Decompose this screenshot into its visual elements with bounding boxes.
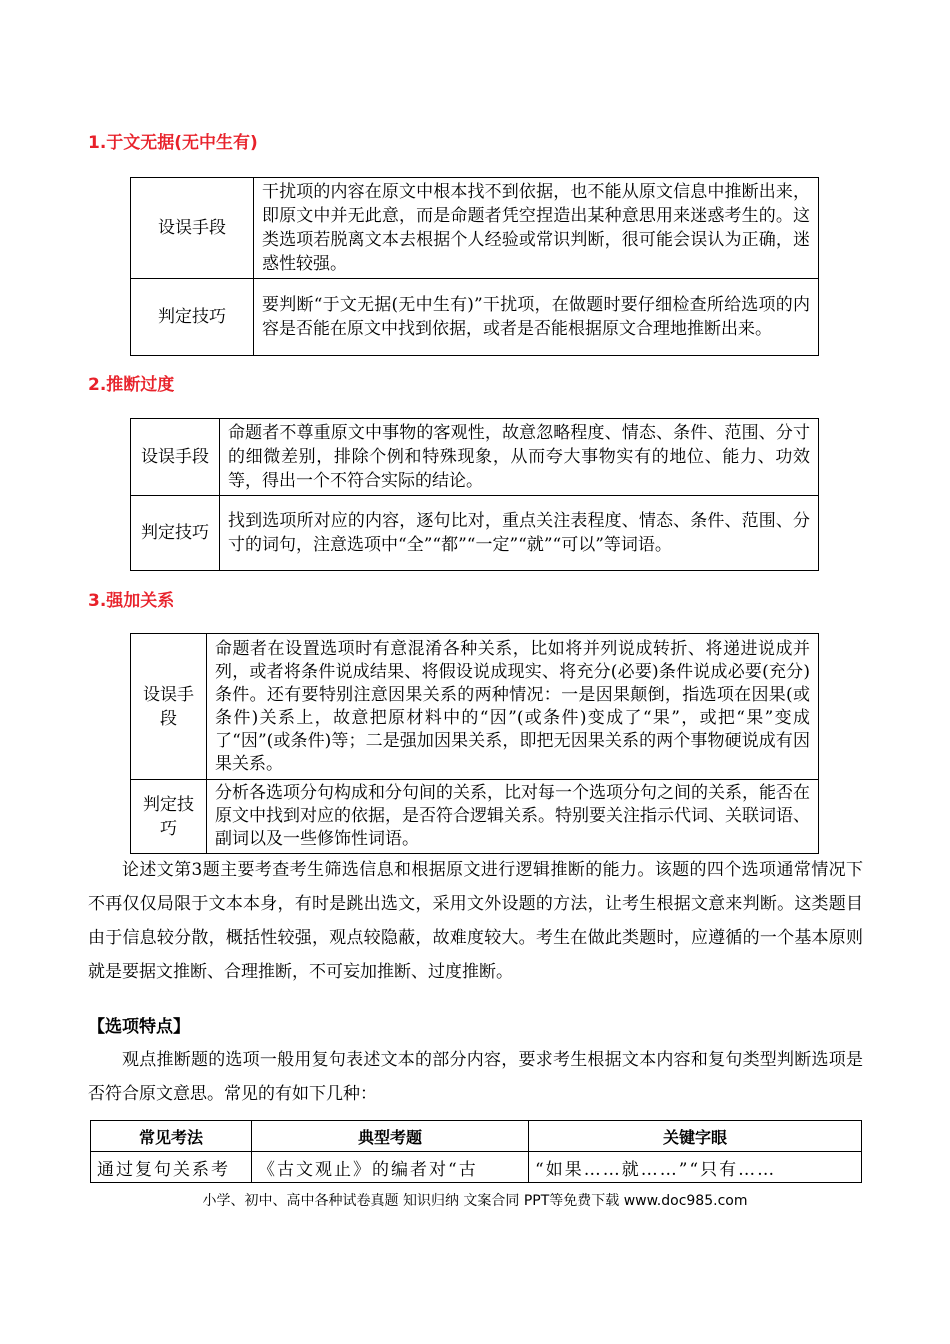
section-table-1 [130,177,819,356]
exam-methods-table [90,1120,862,1183]
table-header-row [91,1121,862,1152]
section-heading-1: 1.于文无据(无中生有) [88,133,258,153]
section-table-3 [130,633,819,854]
section-heading-3: 3.强加关系 [88,591,175,611]
row-content: 命题者不尊重原文中事物的客观性，故意忽略程度、情态、条件、范围、分寸的细微差别，排除个例和特殊现象，从而夸大事物实有的地位、能力、功效等，得出一个不符合实际的结论。 [220,419,819,496]
table-row [131,496,819,571]
column-header: 典型考题 [252,1121,529,1152]
row-content: 要判断“于文无据(无中生有)”干扰项，在做题时要仔细检查所给选项的内容是否能在原文中找到依据，或者是否能根据原文合理地推断出来。 [254,279,819,356]
section-table-2 [130,418,819,571]
table-cell: 《古文观止》的编者对“古 [252,1152,529,1183]
table-row [131,279,819,356]
table-row [131,178,819,279]
row-content: 命题者在设置选项时有意混淆各种关系，比如将并列说成转折、将递进说成并列，或者将条件说成结果、将假设说成现实、将充分(必要)条件说成必要(充分)条件。还有要特别注意因果关系的两种情况：一是因果颠倒，指选项在因果(或条件)关系上，故意把原材料中的“因”(或条件)变成了“果”，或把“果”变成了“因”(或条件)等；二是强加因果关系，即把无因果关系的两个事物硬说成有因果关系。 [207,634,819,780]
row-label: 设误手段 [131,419,220,496]
body-paragraph-2: 观点推断题的选项一般用复句表述文本的部分内容，要求考生根据文本内容和复句类型判断选项是否符合原文意思。常见的有如下几种： [88,1050,863,1104]
table-row [131,634,819,780]
section-label-option-features: 【选项特点】 [88,1017,190,1037]
row-label: 判定技巧 [131,279,254,356]
table-row [131,780,819,854]
row-label: 判定技巧 [131,496,220,571]
row-label: 判定技巧 [131,780,207,854]
table-row [131,419,819,496]
row-content: 找到选项所对应的内容，逐句比对，重点关注表程度、情态、条件、范围、分寸的词句，注意选项中“全”“都”“一定”“就”“可以”等词语。 [220,496,819,571]
table-row [91,1152,862,1183]
section-heading-2: 2.推断过度 [88,375,175,395]
row-label: 设误手段 [131,178,254,279]
body-paragraph-1: 论述文第3题主要考查考生筛选信息和根据原文进行逻辑推断的能力。该题的四个选项通常情况下不再仅仅局限于文本本身，有时是跳出选文，采用文外设题的方法，让考生根据文意来判断。这类题目由于信息较分散，概括性较强，观点较隐蔽，故难度较大。考生在做此类题时，应遵循的一个基本原则就是要据文推断、合理推断，不可妄加推断、过度推断。 [88,860,863,982]
column-header: 常见考法 [91,1121,252,1152]
table-cell: 通过复句关系考 [91,1152,252,1183]
row-label: 设误手段 [131,634,207,780]
page-footer: 小学、初中、高中各种试卷真题 知识归纳 文案合同 PPT等免费下载 www.doc985.com [202,1193,748,1209]
table-cell: “如果……就……”“只有…… [529,1152,862,1183]
row-content: 分析各选项分句构成和分句间的关系，比对每一个选项分句之间的关系，能否在原文中找到对应的依据，是否符合逻辑关系。特别要关注指示代词、关联词语、副词以及一些修饰性词语。 [207,780,819,854]
row-content: 干扰项的内容在原文中根本找不到依据，也不能从原文信息中推断出来，即原文中并无此意，而是命题者凭空捏造出某种意思用来迷惑考生的。这类选项若脱离文本去根据个人经验或常识判断，很可能会误认为正确，迷惑性较强。 [254,178,819,279]
column-header: 关键字眼 [529,1121,862,1152]
